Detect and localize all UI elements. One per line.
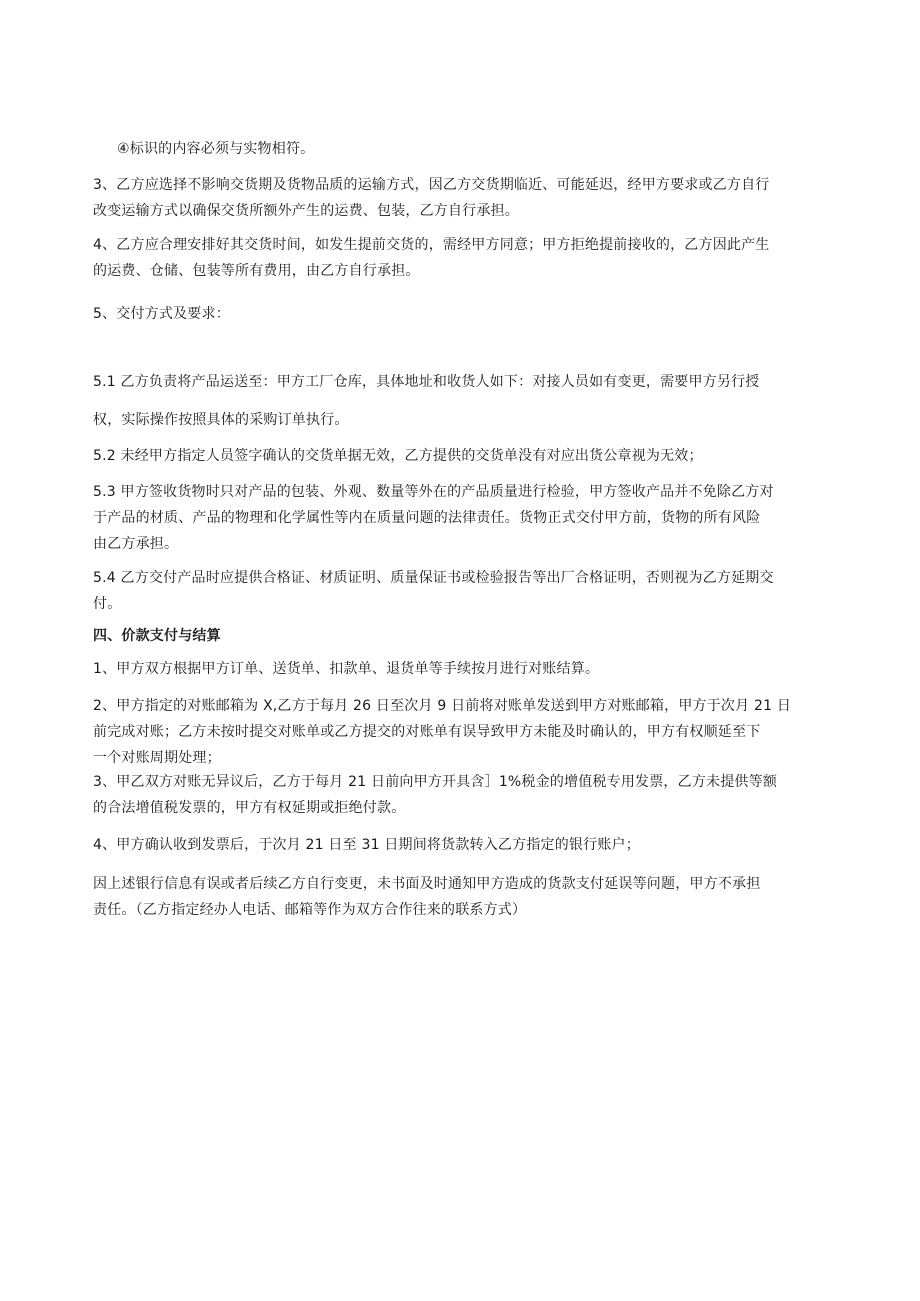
payment-clause-1 xyxy=(93,656,833,682)
clause-5-3-inspection xyxy=(93,479,833,557)
text-line: 5.1 乙方负责将产品运送至：甲方工厂仓库，具体地址和收货人如下：对接人员如有变更，需要甲方另行授 xyxy=(93,374,760,390)
text-line: 前完成对账；乙方未按时提交对账单或乙方提交的对账单有误导致甲方未能及时确认的，甲方有权顺延至下 xyxy=(93,724,761,740)
clause-label-content xyxy=(117,136,857,162)
text-line: 2、甲方指定的对账邮箱为 X,乙方于每月 26 日至次月 9 日前将对账单发送到甲方对账邮箱，甲方于次月 21 日 xyxy=(93,698,792,714)
clause-5-delivery-method xyxy=(93,301,833,327)
clause-3-transport xyxy=(93,172,833,224)
heading-text: 四、价款支付与结算 xyxy=(93,628,221,644)
payment-disclaimer xyxy=(93,871,833,923)
text-line: 3、乙方应选择不影响交货期及货物品质的运输方式，因乙方交货期临近、可能延迟，经甲方要求或乙方自行 xyxy=(93,177,770,193)
clause-5-1-shipping xyxy=(93,363,833,439)
text-line: 1、甲方双方根据甲方订单、送货单、扣款单、退货单等手续按月进行对账结算。 xyxy=(93,661,600,677)
text-line: 4、甲方确认收到发票后，于次月 21 日至 31 日期间将货款转入乙方指定的银行账户； xyxy=(93,837,640,853)
text-line: 4、乙方应合理安排好其交货时间，如发生提前交货的，需经甲方同意；甲方拒绝提前接收的，乙方因此产生 xyxy=(93,237,770,253)
clause-4-delivery-time xyxy=(93,232,833,284)
clause-5-4-certificates xyxy=(93,565,833,617)
text-line: ④标识的内容必须与实物相符。 xyxy=(117,141,315,157)
text-line: 责任。（乙方指定经办人电话、邮箱等作为双方合作往来的联系方式） xyxy=(93,902,527,918)
text-line: 因上述银行信息有误或者后续乙方自行变更，未书面及时通知甲方造成的货款支付延误等问题，甲方不承担 xyxy=(93,876,761,892)
text-line: 5.3 甲方签收货物时只对产品的包装、外观、数量等外在的产品质量进行检验，甲方签收产品并不免除乙方对 xyxy=(93,484,774,500)
text-line: 改变运输方式以确保交货所额外产生的运费、包装，乙方自行承担。 xyxy=(93,203,519,219)
section-heading-payment xyxy=(93,623,833,649)
text-line: 5、交付方式及要求： xyxy=(93,306,230,322)
text-line: 5.2 未经甲方指定人员签字确认的交货单据无效，乙方提供的交货单没有对应出货公章视为无效； xyxy=(93,448,703,464)
text-line: 权，实际操作按照具体的采购订单执行。 xyxy=(93,412,349,428)
clause-5-2-signature xyxy=(93,443,833,469)
text-line: 付。 xyxy=(93,596,122,612)
text-line: 5.4 乙方交付产品时应提供合格证、材质证明、质量保证书或检验报告等出厂合格证明，否则视为乙方延期交 xyxy=(93,570,774,586)
text-line: 一个对账周期处理； xyxy=(93,750,221,766)
text-line: 由乙方承担。 xyxy=(93,536,179,552)
text-line: 3、甲乙双方对账无异议后，乙方于每月 21 日前向甲方开具含］1%税金的增值税专用发票，乙方未提供等额 xyxy=(93,774,778,790)
text-line: 的运费、仓储、包装等所有费用，由乙方自行承担。 xyxy=(93,263,420,279)
payment-clause-4 xyxy=(93,832,833,858)
payment-clause-3 xyxy=(93,769,833,821)
text-line: 于产品的材质、产品的物理和化学属性等内在质量问题的法律责任。货物正式交付甲方前，货物的所有风险 xyxy=(93,510,761,526)
text-line: 的合法增值税发票的，甲方有权延期或拒绝付款。 xyxy=(93,800,406,816)
payment-clause-2 xyxy=(93,693,833,771)
